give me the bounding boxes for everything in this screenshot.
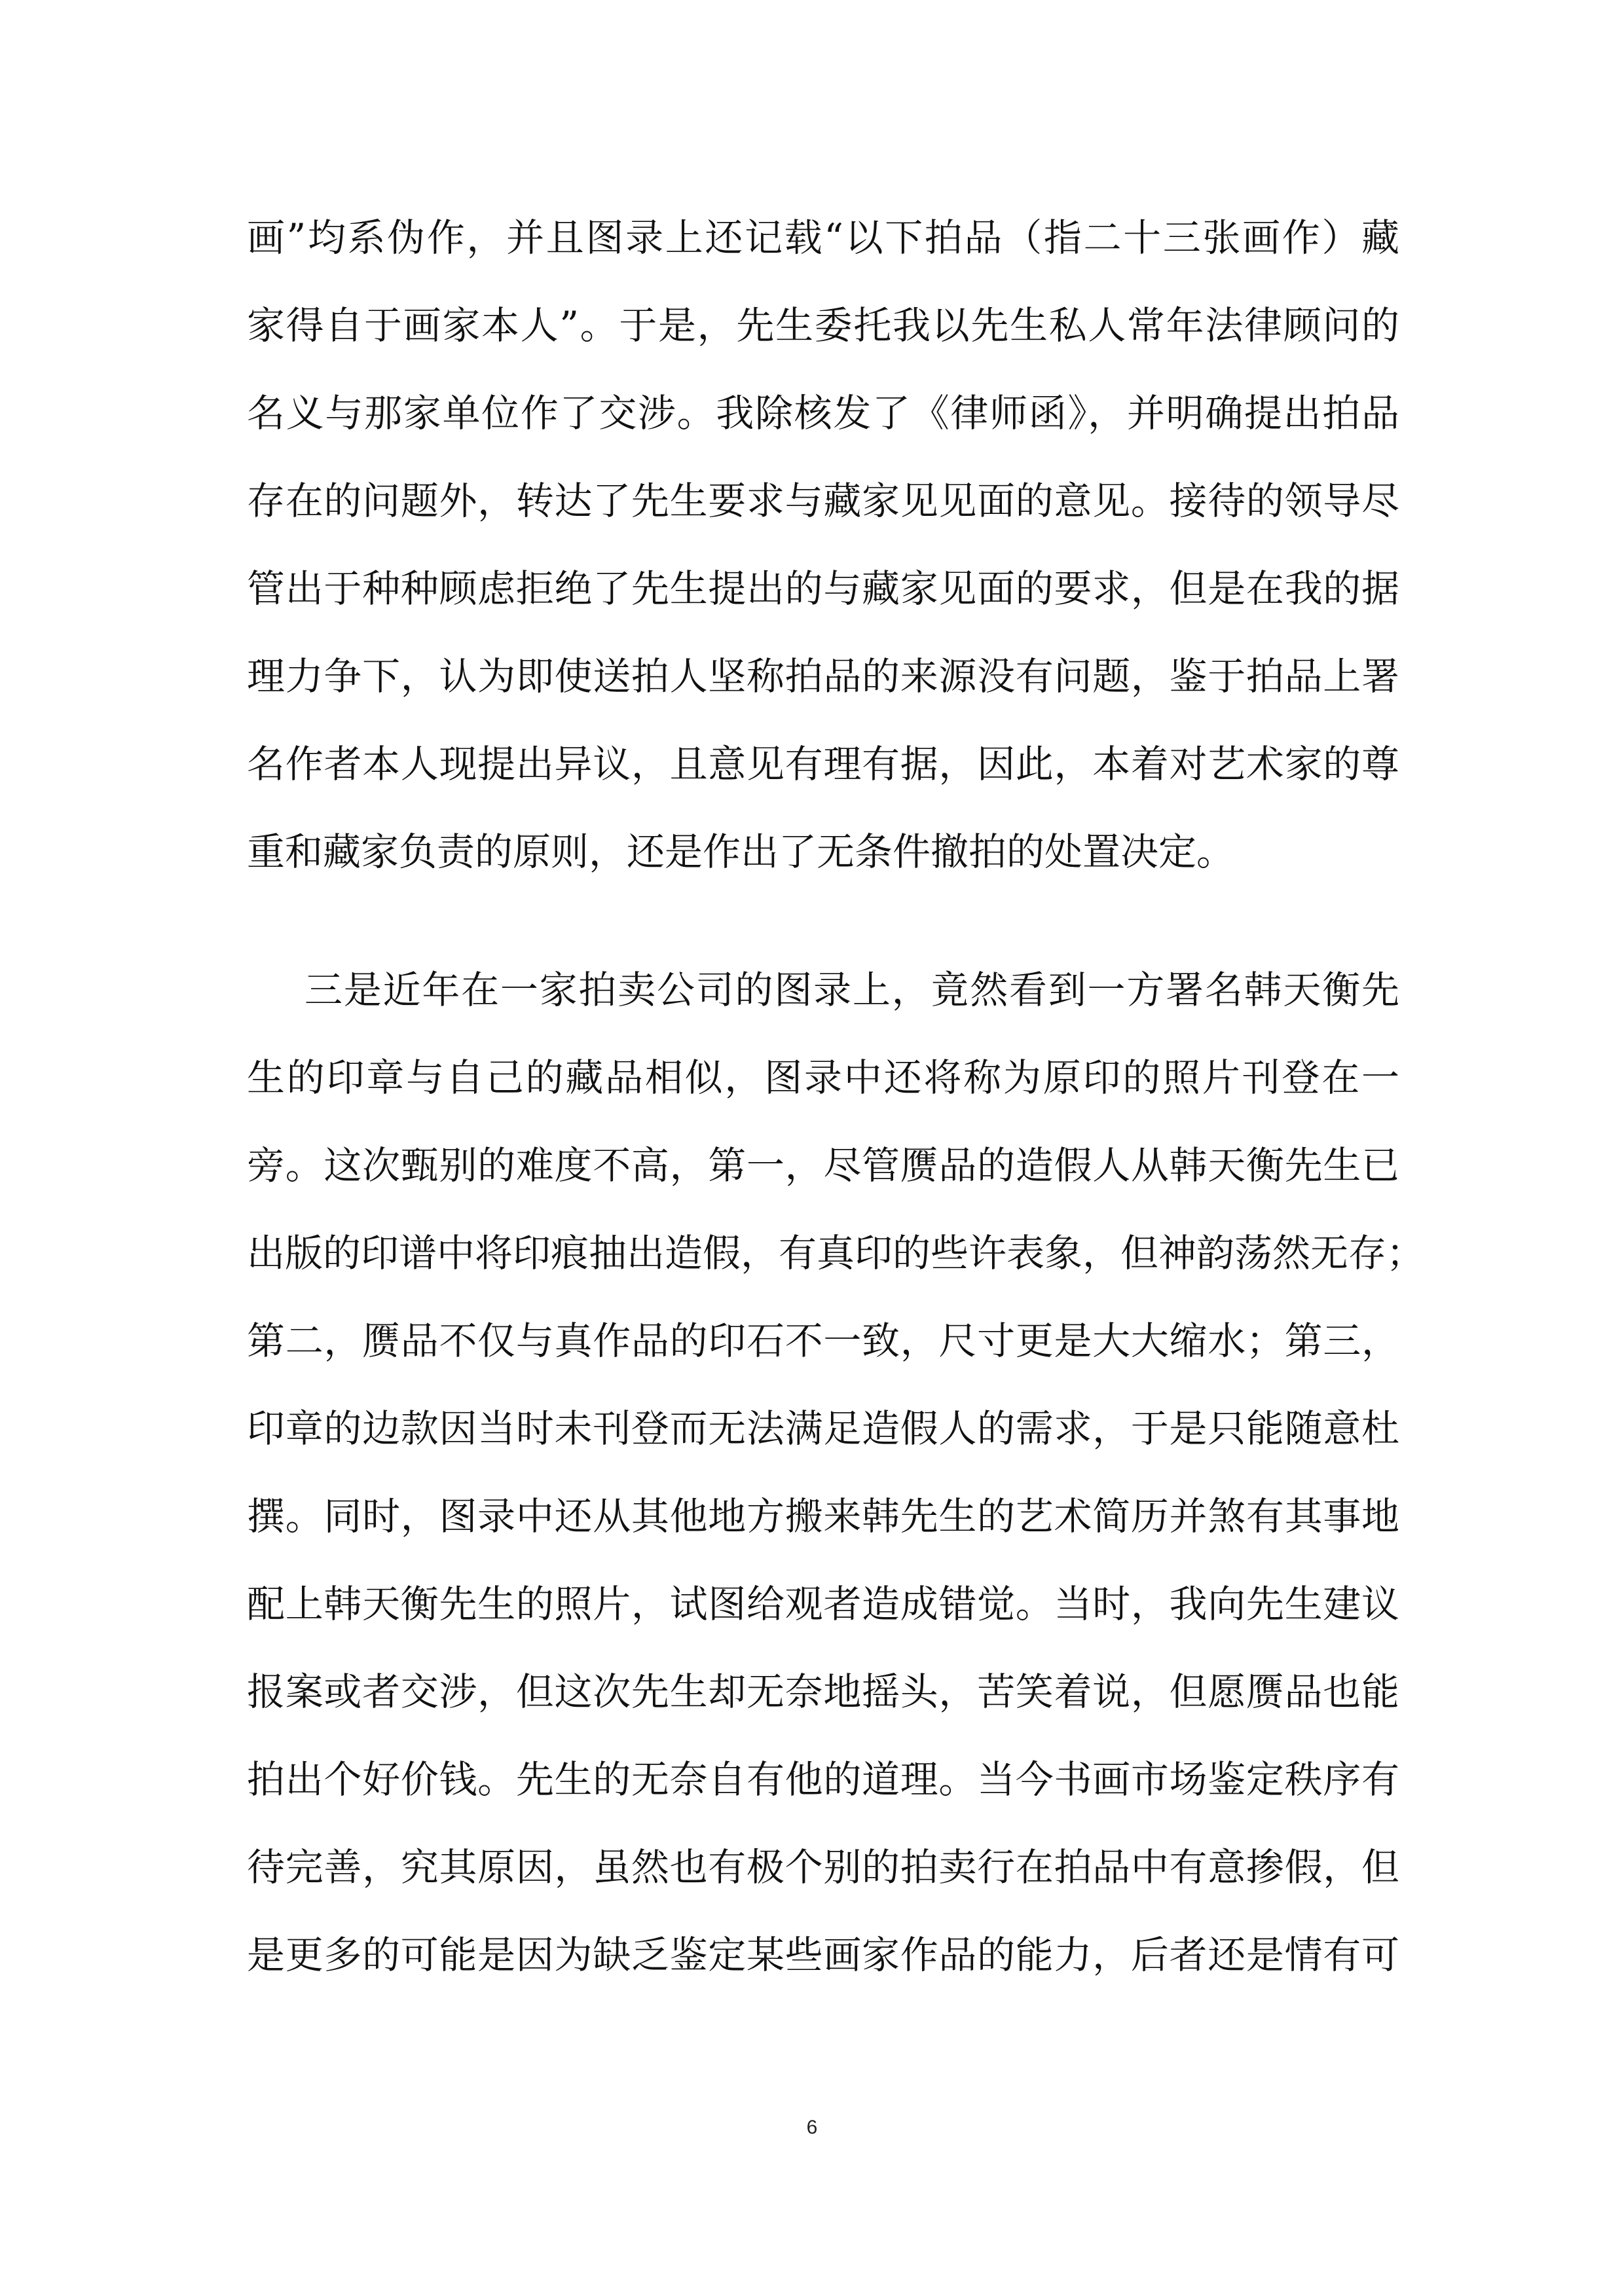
paragraph-2-line-12: 是更多的可能是因为缺乏鉴定某些画家作品的能力，后者还是情有可 [247, 1933, 1399, 1977]
paragraph-1-line-3: 名义与那家单位作了交涉。我除核发了《律师函》，并明确提出拍品 [247, 391, 1399, 435]
paragraph-1-line-7: 名作者本人现提出异议，且意见有理有据，因此，本着对艺术家的尊 [247, 742, 1399, 786]
paragraph-2-line-10: 拍出个好价钱。先生的无奈自有他的道理。当今书画市场鉴定秩序有 [247, 1757, 1399, 1802]
paragraph-2-line-1: 三是近年在一家拍卖公司的图录上，竟然看到一方署名韩天衡先 [304, 968, 1399, 1012]
paragraph-1-line-2: 家得自于画家本人”。于是，先生委托我以先生私人常年法律顾问的 [247, 303, 1399, 348]
paragraph-2-line-3: 旁。这次甄别的难度不高，第一，尽管赝品的造假人从韩天衡先生已 [247, 1143, 1399, 1188]
paragraph-1-line-4: 存在的问题外，转达了先生要求与藏家见见面的意见。接待的领导尽 [247, 479, 1399, 523]
paragraph-2-line-6: 印章的边款因当时未刊登而无法满足造假人的需求，于是只能随意杜 [247, 1406, 1399, 1451]
paragraph-2-line-8: 配上韩天衡先生的照片，试图给观者造成错觉。当时，我向先生建议 [247, 1582, 1399, 1626]
paragraph-2-line-7: 撰。同时，图录中还从其他地方搬来韩先生的艺术简历并煞有其事地 [247, 1494, 1399, 1539]
paragraph-1-line-1: 画”均系伪作，并且图录上还记载“以下拍品（指二十三张画作）藏 [247, 215, 1399, 260]
paragraph-2-line-9: 报案或者交涉，但这次先生却无奈地摇头，苦笑着说，但愿赝品也能 [247, 1669, 1399, 1714]
paragraph-2-line-11: 待完善，究其原因，虽然也有极个别的拍卖行在拍品中有意掺假，但 [247, 1845, 1399, 1889]
paragraph-2-line-4: 出版的印谱中将印痕抽出造假，有真印的些许表象，但神韵荡然无存； [247, 1231, 1425, 1275]
paragraph-1-line-6: 理力争下，认为即使送拍人坚称拍品的来源没有问题，鉴于拍品上署 [247, 654, 1399, 699]
paragraph-2-line-2: 生的印章与自己的藏品相似，图录中还将称为原印的照片刊登在一 [247, 1055, 1399, 1100]
paragraph-1-line-5: 管出于种种顾虑拒绝了先生提出的与藏家见面的要求，但是在我的据 [247, 566, 1399, 611]
page-number: 6 [806, 2117, 818, 2138]
paragraph-1-line-8: 重和藏家负责的原则，还是作出了无条件撤拍的处置决定。 [247, 829, 1235, 874]
paragraph-2-line-5: 第二，赝品不仅与真作品的印石不一致，尺寸更是大大缩水；第三， [247, 1319, 1399, 1363]
